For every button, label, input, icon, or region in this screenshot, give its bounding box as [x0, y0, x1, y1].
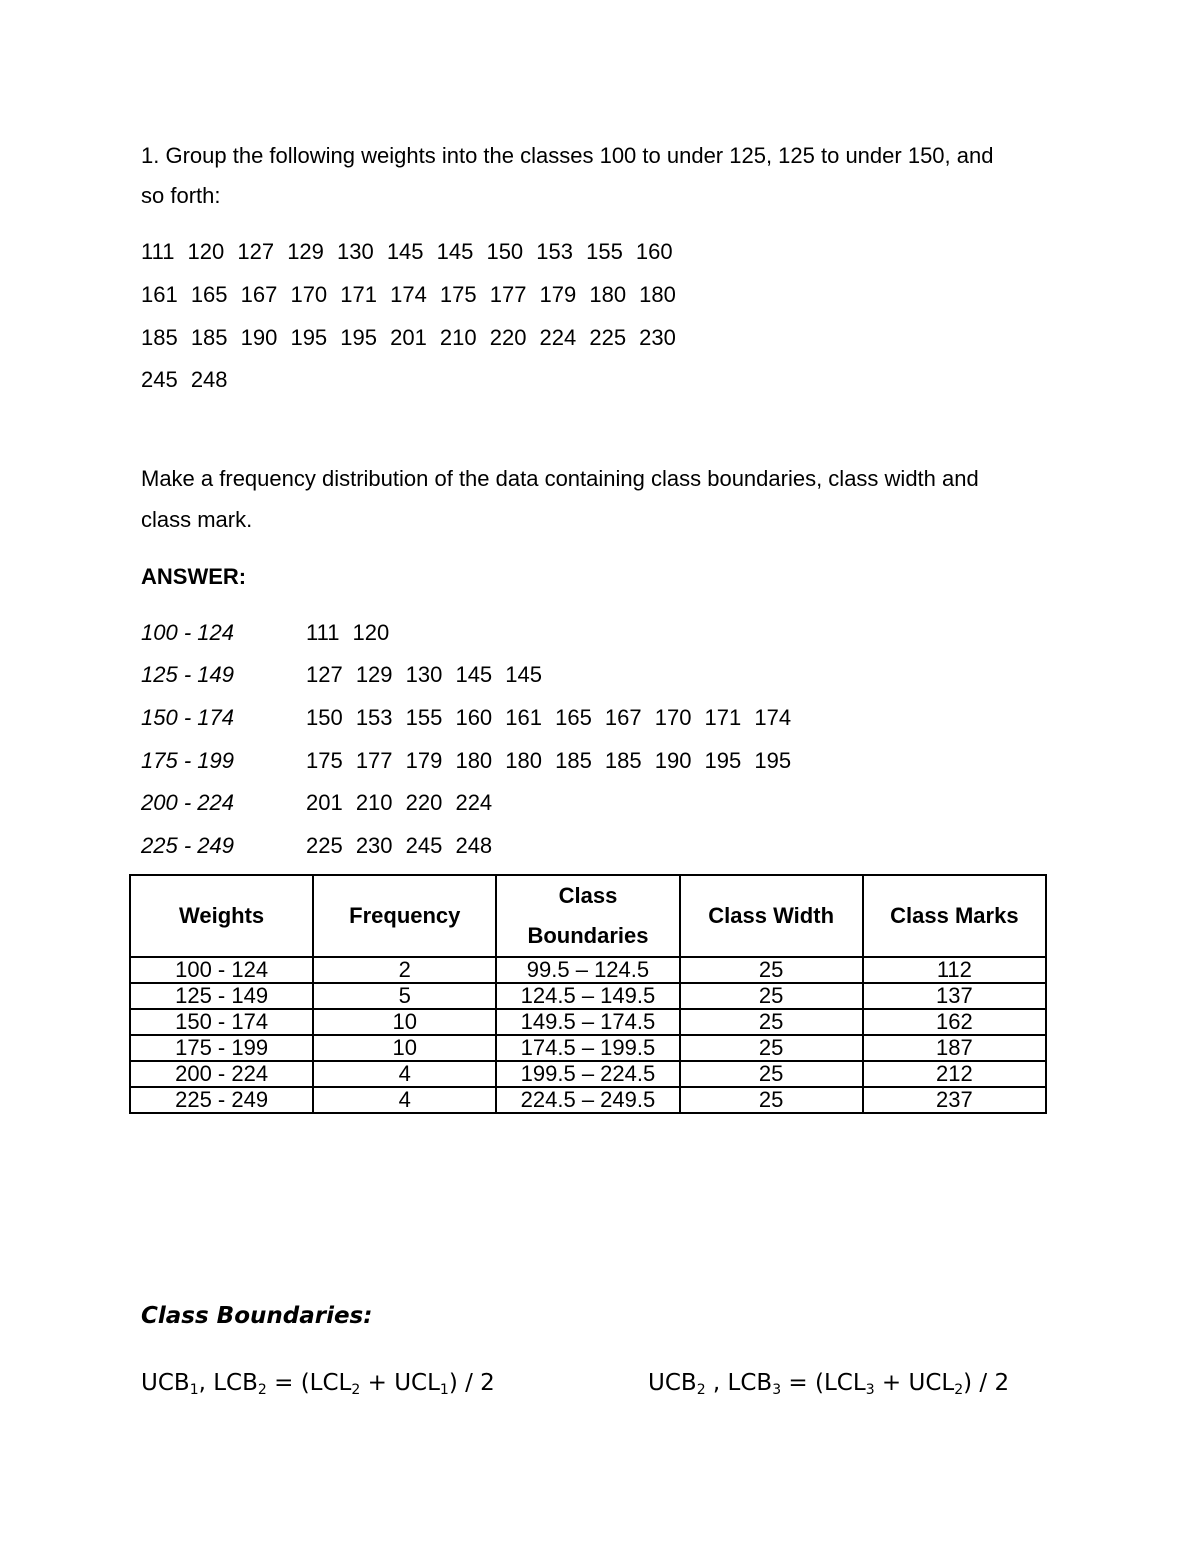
- cell-frequency: 5: [313, 983, 496, 1009]
- class-boundaries-heading: Class Boundaries:: [141, 1303, 373, 1329]
- cell-weights: 125 - 149: [130, 983, 313, 1009]
- cell-marks: 137: [863, 983, 1046, 1009]
- group-range: 150 - 174: [141, 705, 234, 730]
- cell-frequency: 10: [313, 1009, 496, 1035]
- cell-width: 25: [680, 983, 863, 1009]
- answer-label: ANSWER:: [141, 564, 247, 589]
- header-class-width: Class Width: [680, 875, 863, 957]
- formula-subscript: 2: [351, 1382, 361, 1398]
- question-line-2: so forth:: [141, 183, 221, 208]
- header-class-marks: Class Marks: [863, 875, 1046, 957]
- cell-frequency: 10: [313, 1035, 496, 1061]
- data-row-4: 245 248: [141, 367, 228, 392]
- table-row: [130, 1035, 1046, 1061]
- formula-subscript: 2: [954, 1382, 964, 1398]
- cell-boundaries: 149.5 – 174.5: [496, 1009, 679, 1035]
- header-class-boundaries: [496, 875, 679, 957]
- data-row-1: 111 120 127 129 130 145 145 150 153 155 160: [141, 239, 673, 264]
- formula-text: UCB: [141, 1370, 190, 1396]
- header-class-boundaries-line-2: Boundaries: [527, 923, 649, 948]
- formula-text: LCB: [727, 1370, 773, 1396]
- group-row: [141, 785, 492, 821]
- group-row: [141, 615, 389, 651]
- group-values: 127 129 130 145 145: [306, 662, 542, 687]
- cell-width: 25: [680, 1009, 863, 1035]
- data-row-2: 161 165 167 170 171 174 175 177 179 180 180: [141, 282, 676, 307]
- formula-text: ) / 2: [448, 1370, 495, 1396]
- formula-subscript: 2: [696, 1382, 706, 1398]
- group-range: 200 - 224: [141, 790, 234, 815]
- cell-frequency: 4: [313, 1087, 496, 1113]
- table-row: [130, 1061, 1046, 1087]
- cell-width: 25: [680, 1061, 863, 1087]
- instruction-line-1: Make a frequency distribution of the data containing class boundaries, class width and: [141, 466, 979, 491]
- cell-weights: 150 - 174: [130, 1009, 313, 1035]
- group-row: [141, 828, 492, 864]
- cell-weights: 100 - 124: [130, 957, 313, 983]
- cell-marks: 237: [863, 1087, 1046, 1113]
- group-values: 201 210 220 224: [306, 790, 493, 815]
- formula-text: LCB: [213, 1370, 258, 1396]
- cell-width: 25: [680, 957, 863, 983]
- cell-width: 25: [680, 1035, 863, 1061]
- group-range: 175 - 199: [141, 748, 234, 773]
- cell-frequency: 2: [313, 957, 496, 983]
- group-row: [141, 743, 791, 779]
- table-row: [130, 1087, 1046, 1113]
- group-values: 150 153 155 160 161 165 167 170 171 174: [306, 705, 792, 730]
- table-row: [130, 983, 1046, 1009]
- table-row: [130, 1009, 1046, 1035]
- cell-boundaries: 124.5 – 149.5: [496, 983, 679, 1009]
- table-header-row: [130, 875, 1046, 957]
- data-row-3: 185 185 190 195 195 201 210 220 224 225 230: [141, 325, 676, 350]
- group-row: [141, 700, 791, 736]
- group-range: 125 - 149: [141, 662, 234, 687]
- formula-subscript: 3: [772, 1382, 782, 1398]
- formula-text: + UCL: [874, 1370, 955, 1396]
- cell-weights: 225 - 249: [130, 1087, 313, 1113]
- header-weights: Weights: [130, 875, 313, 957]
- group-range: 100 - 124: [141, 620, 234, 645]
- header-class-boundaries-line-1: Class: [558, 883, 618, 908]
- cell-frequency: 4: [313, 1061, 496, 1087]
- formula-text: ) / 2: [963, 1370, 1010, 1396]
- cell-marks: 162: [863, 1009, 1046, 1035]
- formula-subscript: 1: [439, 1382, 449, 1398]
- formula-text: = (LCL: [781, 1370, 866, 1396]
- group-values: 111 120: [306, 620, 390, 645]
- instruction-line-2: class mark.: [141, 507, 253, 532]
- formula-ucb2: [648, 1370, 1009, 1398]
- cell-width: 25: [680, 1087, 863, 1113]
- cell-boundaries: 99.5 – 124.5: [496, 957, 679, 983]
- formula-ucb1: [141, 1370, 495, 1398]
- group-range: 225 - 249: [141, 833, 234, 858]
- formula-subscript: 2: [257, 1382, 267, 1398]
- header-frequency: Frequency: [313, 875, 496, 957]
- formula-text: ,: [705, 1370, 728, 1396]
- cell-weights: 200 - 224: [130, 1061, 313, 1087]
- group-values: 175 177 179 180 180 185 185 190 195 195: [306, 748, 792, 773]
- cell-marks: 112: [863, 957, 1046, 983]
- group-row: [141, 657, 542, 693]
- cell-weights: 175 - 199: [130, 1035, 313, 1061]
- formula-subscript: 3: [865, 1382, 875, 1398]
- cell-boundaries: 174.5 – 199.5: [496, 1035, 679, 1061]
- formula-text: + UCL: [360, 1370, 440, 1396]
- formula-subscript: 1: [189, 1382, 199, 1398]
- cell-boundaries: 199.5 – 224.5: [496, 1061, 679, 1087]
- table-row: [130, 957, 1046, 983]
- frequency-table: [129, 874, 1047, 1114]
- cell-boundaries: 224.5 – 249.5: [496, 1087, 679, 1113]
- formula-text: UCB: [648, 1370, 697, 1396]
- cell-marks: 187: [863, 1035, 1046, 1061]
- formula-text: = (LCL: [266, 1370, 352, 1396]
- group-values: 225 230 245 248: [306, 833, 493, 858]
- cell-marks: 212: [863, 1061, 1046, 1087]
- question-line-1: 1. Group the following weights into the classes 100 to under 125, 125 to under 150, and: [141, 143, 994, 168]
- formula-text: ,: [198, 1370, 214, 1396]
